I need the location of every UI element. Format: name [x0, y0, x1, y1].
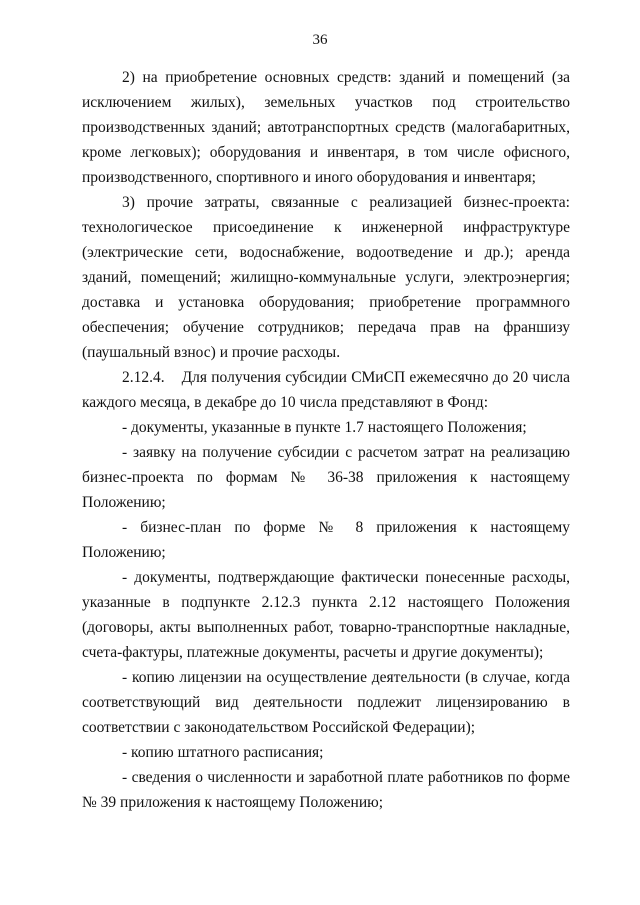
paragraph-fixed-assets: 2) на приобретение основных средств: зданий и помещений (за исключением жилых), земельных участков под строительство производственных зданий; автотранспортных средств (малогабаритных, кроме легковых); оборудования и инвентаря, в том числе офисного, производственного, спортивного и иного оборудования и инвентаря; [82, 69, 570, 186]
list-item-employee-info: - сведения о численности и заработной плате работников по форме № 39 приложения к настоящему Положению; [82, 769, 570, 811]
paragraph-2-12-4: 2.12.4. Для получения субсидии СМиСП ежемесячно до 20 числа каждого месяца, в декабре до 10 числа представляют в Фонд: [82, 369, 570, 411]
list-item-business-plan: - бизнес-план по форме № 8 приложения к настоящему Положению; [82, 519, 570, 561]
document-body [82, 65, 570, 815]
list-item-license-copy: - копию лицензии на осуществление деятельности (в случае, когда соответствующий вид деятельности подлежит лицензированию в соответствии с законодательством Российской Федерации); [82, 669, 570, 736]
list-item-expense-documents: - документы, подтверждающие фактически понесенные расходы, указанные в подпункте 2.12.3 пункта 2.12 настоящего Положения (договоры, акты выполненных работ, товарно-транспортные накладные, счета-фактуры, платежные документы, расчеты и другие документы); [82, 569, 570, 661]
list-item-application: - заявку на получение субсидии с расчетом затрат на реализацию бизнес-проекта по формам № 36-38 приложения к настоящему Положению; [82, 444, 570, 511]
list-item-staff-schedule: - копию штатного расписания; [122, 744, 324, 761]
page-number: 36 [312, 32, 328, 48]
list-item-documents: - документы, указанные в пункте 1.7 настоящего Положения; [122, 419, 527, 436]
paragraph-other-costs: 3) прочие затраты, связанные с реализацией бизнес-проекта: технологическое присоединение к инженерной инфраструктуре (электрические сети, водоснабжение, водоотведение и др.); аренда зданий, помещений; жилищно-коммунальные услуги, электроэнергия; доставка и установка оборудования; приобретение программного обеспечения; обучение сотрудников; передача прав на франшизу (паушальный взнос) и прочие расходы. [82, 194, 570, 361]
